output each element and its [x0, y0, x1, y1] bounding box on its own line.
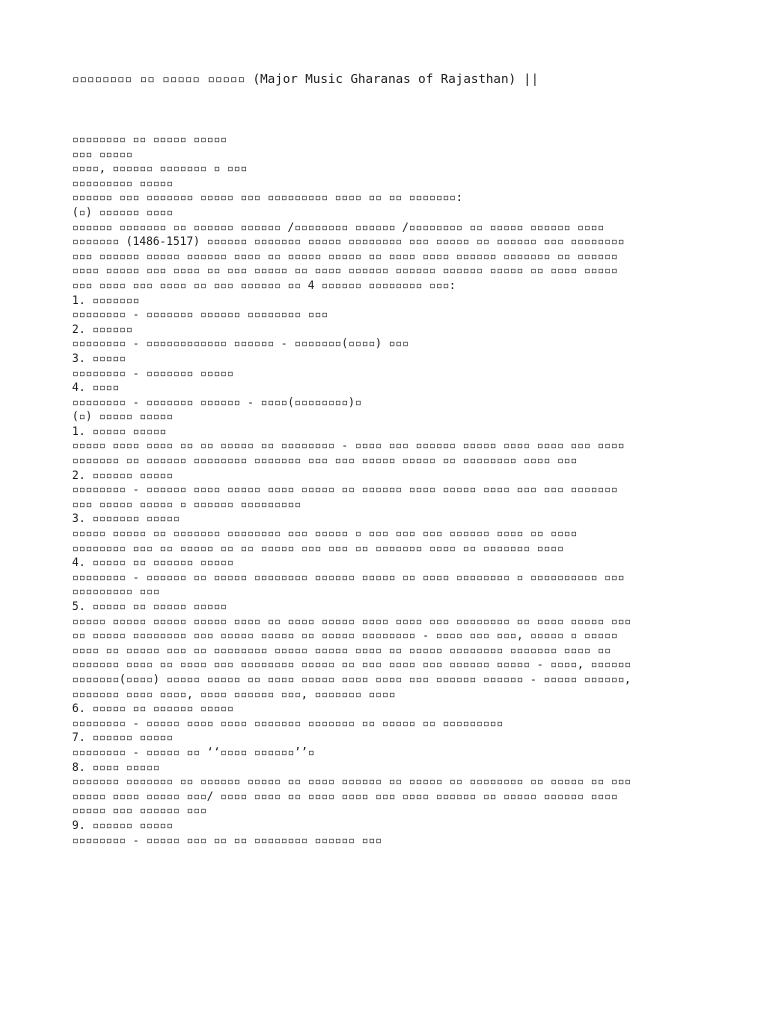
text-line: ▫▫ ▫▫▫▫▫ ▫▫▫▫▫▫▫▫ ▫▫▫ ▫▫▫▫▫ ▫▫▫▫▫ ▫▫ ▫▫▫▫▫ ▫▫▫▫▫▫▫▫ - ▫▫▫▫ ▫▫▫ ▫▫▫, ▫▫▫▫▫ ▫ ▫▫▫▫▫	[72, 629, 618, 643]
text-line: (▫) ▫▫▫▫▫▫ ▫▫▫▫	[72, 205, 174, 219]
text-line: ▫▫▫▫▫▫ ▫▫▫ ▫▫▫▫▫▫▫ ▫▫▫▫▫ ▫▫▫ ▫▫▫▫▫▫▫▫▫ ▫▫▫▫ ▫▫ ▫▫ ▫▫▫▫▫▫▫:	[72, 191, 463, 205]
text-line: ▫▫▫▫▫▫▫▫ - ▫▫▫▫▫▫▫ ▫▫▫▫▫▫ - ▫▫▫▫(▫▫▫▫▫▫▫▫)▫	[72, 395, 362, 409]
text-line: ▫▫▫▫▫ ▫▫▫▫ ▫▫▫▫▫ ▫▫▫/ ▫▫▫▫ ▫▫▫▫ ▫▫ ▫▫▫▫ ▫▫▫▫ ▫▫▫ ▫▫▫▫ ▫▫▫▫▫▫ ▫▫ ▫▫▫▫▫ ▫▫▫▫▫▫ ▫▫▫▫	[72, 789, 618, 803]
text-line: 4. ▫▫▫▫▫ ▫▫ ▫▫▫▫▫▫ ▫▫▫▫▫	[72, 556, 234, 570]
text-line: ▫▫▫▫▫ ▫▫▫▫ ▫▫▫▫ ▫▫ ▫▫ ▫▫▫▫▫ ▫▫ ▫▫▫▫▫▫▫▫ - ▫▫▫▫ ▫▫▫ ▫▫▫▫▫▫ ▫▫▫▫▫ ▫▫▫▫ ▫▫▫▫ ▫▫▫ ▫▫▫▫	[72, 439, 625, 453]
text-line: ▫▫▫▫▫▫▫▫▫ ▫▫▫	[72, 585, 160, 599]
text-line: ▫▫▫▫▫▫ ▫▫▫▫▫▫▫ ▫▫ ▫▫▫▫▫▫ ▫▫▫▫▫▫ /▫▫▫▫▫▫▫▫ ▫▫▫▫▫▫ /▫▫▫▫▫▫▫▫ ▫▫ ▫▫▫▫▫ ▫▫▫▫▫▫ ▫▫▫▫	[72, 220, 605, 234]
text-line: 5. ▫▫▫▫▫ ▫▫ ▫▫▫▫▫ ▫▫▫▫▫	[72, 600, 227, 613]
text-line: 2. ▫▫▫▫▫▫ ▫▫▫▫▫	[72, 468, 174, 482]
text-line: ▫▫▫▫▫▫▫▫ - ▫▫▫▫▫ ▫▫▫▫ ▫▫▫▫ ▫▫▫▫▫▫▫ ▫▫▫▫▫▫▫ ▫▫ ▫▫▫▫▫ ▫▫ ▫▫▫▫▫▫▫▫▫	[72, 716, 504, 730]
text-line: 4. ▫▫▫▫	[72, 381, 120, 395]
text-line: ▫▫▫▫ ▫▫ ▫▫▫▫▫ ▫▫▫ ▫▫ ▫▫▫▫▫▫▫▫ ▫▫▫▫▫ ▫▫▫▫▫ ▫▫▫▫ ▫▫ ▫▫▫▫▫ ▫▫▫▫▫▫▫▫ ▫▫▫▫▫▫▫ ▫▫▫▫ ▫▫	[72, 643, 611, 657]
text-line: ▫▫▫▫▫▫▫▫ - ▫▫▫▫▫▫▫ ▫▫▫▫▫▫ ▫▫▫▫▫▫▫▫ ▫▫▫	[72, 308, 328, 322]
text-line: ▫▫▫▫▫▫▫▫▫ ▫▫▫▫▫	[72, 176, 174, 190]
text-line: ▫▫▫▫▫▫▫▫ - ▫▫▫▫▫▫ ▫▫ ▫▫▫▫▫ ▫▫▫▫▫▫▫▫ ▫▫▫▫▫▫ ▫▫▫▫▫ ▫▫ ▫▫▫▫ ▫▫▫▫▫▫▫▫ ▫ ▫▫▫▫▫▫▫▫▫▫ ▫▫▫	[72, 570, 625, 584]
text-line: ▫▫▫ ▫▫▫▫▫▫ ▫▫▫▫▫ ▫▫▫▫▫▫ ▫▫▫▫ ▫▫ ▫▫▫▫▫ ▫▫▫▫▫ ▫▫ ▫▫▫▫ ▫▫▫▫ ▫▫▫▫▫▫ ▫▫▫▫▫▫▫ ▫▫ ▫▫▫▫▫▫	[72, 249, 618, 263]
text-line: ▫▫▫▫▫▫▫ ▫▫▫▫ ▫▫▫▫, ▫▫▫▫ ▫▫▫▫▫▫ ▫▫▫, ▫▫▫▫▫▫▫ ▫▫▫▫	[72, 687, 396, 701]
text-line: 1. ▫▫▫▫▫ ▫▫▫▫▫	[72, 424, 167, 438]
text-line: ▫▫▫▫, ▫▫▫▫▫▫ ▫▫▫▫▫▫▫ ▫ ▫▫▫	[72, 162, 248, 176]
text-line: ▫▫▫▫▫▫▫▫ - ▫▫▫▫▫▫ ▫▫▫▫ ▫▫▫▫▫ ▫▫▫▫ ▫▫▫▫▫ ▫▫ ▫▫▫▫▫▫ ▫▫▫▫ ▫▫▫▫▫ ▫▫▫▫ ▫▫▫ ▫▫▫ ▫▫▫▫▫▫▫	[72, 483, 618, 497]
text-line: ▫▫▫▫▫▫▫▫ - ▫▫▫▫▫ ▫▫ ‘‘▫▫▫▫ ▫▫▫▫▫▫’’▫	[72, 745, 315, 759]
text-line: 1. ▫▫▫▫▫▫▫	[72, 293, 140, 307]
text-line: ▫▫▫ ▫▫▫▫▫ ▫▫▫▫▫ ▫ ▫▫▫▫▫▫ ▫▫▫▫▫▫▫▫▫	[72, 497, 302, 511]
text-line: 3. ▫▫▫▫▫	[72, 351, 126, 365]
text-line: 2. ▫▫▫▫▫▫	[72, 322, 133, 336]
document-body	[72, 133, 631, 848]
text-line: ▫▫▫▫▫▫▫▫ ▫▫ ▫▫▫▫▫ ▫▫▫▫▫	[72, 133, 227, 146]
text-line: ▫▫▫▫▫▫▫▫ - ▫▫▫▫▫▫▫ ▫▫▫▫▫	[72, 366, 234, 380]
text-line: 6. ▫▫▫▫▫ ▫▫ ▫▫▫▫▫▫ ▫▫▫▫▫	[72, 702, 234, 716]
text-line: ▫▫▫▫ ▫▫▫▫▫ ▫▫▫ ▫▫▫▫ ▫▫ ▫▫▫ ▫▫▫▫▫ ▫▫ ▫▫▫▫ ▫▫▫▫▫▫ ▫▫▫▫▫▫ ▫▫▫▫▫▫ ▫▫▫▫▫ ▫▫ ▫▫▫▫ ▫▫▫▫▫	[72, 264, 618, 278]
document-title: ▫▫▫▫▫▫▫▫ ▫▫ ▫▫▫▫▫ ▫▫▫▫▫ (Major Music Gharanas of Rajasthan) ||	[72, 71, 539, 86]
text-line: ▫▫▫▫▫ ▫▫▫▫▫ ▫▫▫▫▫ ▫▫▫▫▫ ▫▫▫▫ ▫▫ ▫▫▫▫ ▫▫▫▫▫ ▫▫▫▫ ▫▫▫▫ ▫▫▫ ▫▫▫▫▫▫▫▫ ▫▫ ▫▫▫▫ ▫▫▫▫▫ ▫▫▫	[72, 614, 632, 628]
text-line: 3. ▫▫▫▫▫▫▫ ▫▫▫▫▫	[72, 512, 180, 526]
text-line: ▫▫▫▫▫▫▫▫ - ▫▫▫▫▫ ▫▫▫ ▫▫ ▫▫ ▫▫▫▫▫▫▫▫ ▫▫▫▫▫▫ ▫▫▫	[72, 833, 382, 847]
text-line: 8. ▫▫▫▫ ▫▫▫▫▫	[72, 760, 160, 774]
text-line: 7. ▫▫▫▫▫▫ ▫▫▫▫▫	[72, 731, 174, 745]
text-line: ▫▫▫ ▫▫▫▫ ▫▫▫ ▫▫▫▫ ▫▫ ▫▫▫ ▫▫▫▫▫▫ ▫▫ 4 ▫▫▫▫▫▫ ▫▫▫▫▫▫▫▫ ▫▫▫:	[72, 278, 456, 292]
text-line: ▫▫▫▫▫▫▫ ▫▫▫▫▫▫▫ ▫▫ ▫▫▫▫▫▫ ▫▫▫▫▫ ▫▫ ▫▫▫▫ ▫▫▫▫▫▫ ▫▫ ▫▫▫▫▫ ▫▫ ▫▫▫▫▫▫▫▫ ▫▫ ▫▫▫▫▫ ▫▫ ▫▫▫	[72, 775, 632, 789]
text-line: 9. ▫▫▫▫▫▫ ▫▫▫▫▫	[72, 818, 174, 832]
text-line: ▫▫▫▫▫▫▫ (1486-1517) ▫▫▫▫▫▫ ▫▫▫▫▫▫▫ ▫▫▫▫▫ ▫▫▫▫▫▫▫▫ ▫▫▫ ▫▫▫▫▫ ▫▫ ▫▫▫▫▫▫ ▫▫▫ ▫▫▫▫▫▫▫▫	[72, 235, 625, 249]
text-line: ▫▫▫▫▫▫▫▫ - ▫▫▫▫▫▫▫▫▫▫▫▫ ▫▫▫▫▫▫ - ▫▫▫▫▫▫▫(▫▫▫▫) ▫▫▫	[72, 337, 409, 351]
text-line: ▫▫▫▫▫▫▫(▫▫▫▫) ▫▫▫▫▫ ▫▫▫▫▫ ▫▫ ▫▫▫▫ ▫▫▫▫▫ ▫▫▫▫ ▫▫▫▫ ▫▫▫ ▫▫▫▫▫▫ ▫▫▫▫▫▫ - ▫▫▫▫▫ ▫▫▫▫▫▫,	[72, 672, 632, 686]
text-line: ▫▫▫▫▫ ▫▫▫▫▫ ▫▫ ▫▫▫▫▫▫▫ ▫▫▫▫▫▫▫▫ ▫▫▫ ▫▫▫▫▫ ▫ ▫▫▫ ▫▫▫ ▫▫▫ ▫▫▫▫▫▫ ▫▫▫▫ ▫▫ ▫▫▫▫	[72, 527, 578, 541]
text-line: ▫▫▫▫▫▫▫▫ ▫▫▫ ▫▫ ▫▫▫▫▫ ▫▫ ▫▫ ▫▫▫▫▫ ▫▫▫ ▫▫▫ ▫▫ ▫▫▫▫▫▫▫ ▫▫▫▫ ▫▫ ▫▫▫▫▫▫▫ ▫▫▫▫	[72, 541, 564, 555]
text-line: ▫▫▫▫▫ ▫▫▫ ▫▫▫▫▫▫ ▫▫▫	[72, 804, 207, 818]
text-line: ▫▫▫▫▫▫▫ ▫▫ ▫▫▫▫▫▫ ▫▫▫▫▫▫▫▫ ▫▫▫▫▫▫▫ ▫▫▫ ▫▫▫ ▫▫▫▫▫ ▫▫▫▫▫ ▫▫ ▫▫▫▫▫▫▫▫ ▫▫▫▫ ▫▫▫	[72, 454, 578, 468]
text-line: (▫) ▫▫▫▫▫ ▫▫▫▫▫	[72, 410, 174, 424]
text-line: ▫▫▫▫▫▫▫ ▫▫▫▫ ▫▫ ▫▫▫▫ ▫▫▫ ▫▫▫▫▫▫▫▫ ▫▫▫▫▫ ▫▫ ▫▫▫ ▫▫▫▫ ▫▫▫ ▫▫▫▫▫▫ ▫▫▫▫▫ - ▫▫▫▫, ▫▫▫▫▫▫	[72, 658, 632, 672]
text-line: ▫▫▫ ▫▫▫▫▫	[72, 147, 133, 161]
